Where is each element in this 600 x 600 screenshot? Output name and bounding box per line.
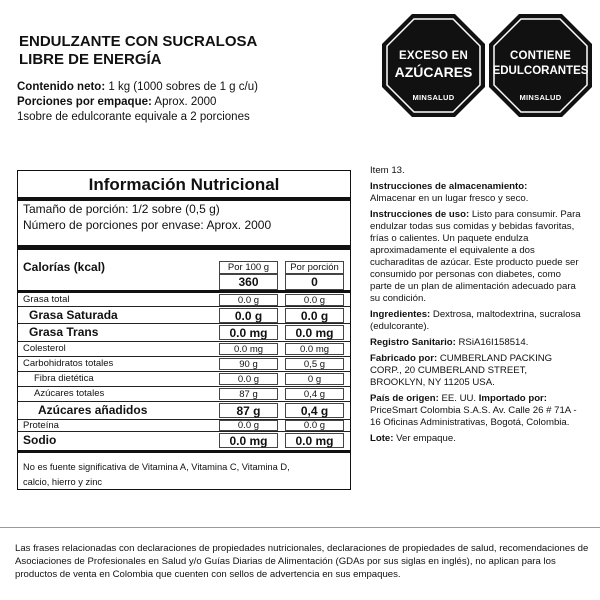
nutrient-row: Grasa total 0.0 g 0.0 g xyxy=(18,293,350,306)
product-title-line1: ENDULZANTE CON SUCRALOSA xyxy=(19,33,258,50)
lot: Lote: Ver empaque. xyxy=(370,433,456,444)
col-header-portion: Por porción xyxy=(285,261,344,274)
calories-label: Calorías (kcal) xyxy=(23,260,106,274)
nutrient-row: Grasa Saturada 0.0 g 0.0 g xyxy=(18,307,350,323)
sanitary-registry: Registro Sanitario: RSiA16I158514. xyxy=(370,337,529,348)
net-content: Contenido neto: 1 kg (1000 sobres de 1 g c/u) xyxy=(17,81,258,93)
product-meta xyxy=(17,80,258,125)
nutrition-footnote: No es fuente significativa de Vitamina A, Vitamina C, Vitamina D, calcio, hierro y zinc xyxy=(23,462,290,487)
nutrition-title: Información Nutricional xyxy=(88,175,280,194)
nutrient-row: Fibra dietética 0.0 g 0 g xyxy=(18,372,350,385)
serving-info xyxy=(23,201,271,233)
nutrient-row: Proteína 0.0 g 0.0 g xyxy=(18,420,350,431)
equivalence-note: 1sobre de edulcorante equivale a 2 porciones xyxy=(17,111,250,123)
seal-contains-sweeteners xyxy=(488,13,593,118)
seal-authority: MINSALUD xyxy=(412,93,455,102)
nutrient-row: Azúcares añadidos 87 g 0,4 g xyxy=(18,402,350,419)
product-details xyxy=(370,165,585,449)
nutrient-row: Carbohidratos totales 90 g 0,5 g xyxy=(18,357,350,370)
storage-instructions: Instrucciones de almacenamiento: Almacenar en un lugar fresco y seco. xyxy=(370,181,529,204)
nutrient-row: Sodio 0.0 mg 0.0 mg xyxy=(18,432,350,448)
nutrient-row: Grasa Trans 0.0 mg 0.0 mg xyxy=(18,324,350,340)
nutrient-row: Colesterol 0.0 mg 0.0 mg xyxy=(18,342,350,355)
seal-line2: EDULCORANTES xyxy=(492,65,589,77)
divider-bar xyxy=(18,245,350,250)
origin-importer: País de origen: EE. UU. Importado por: PriceSmart Colombia S.A.S. Av. Calle 26 # 71A - 16 Oficinas Administrativas, Bogotá, Colombia. xyxy=(370,393,577,428)
seal-excess-sugar xyxy=(381,13,486,118)
col-header-100g: Por 100 g xyxy=(219,261,278,274)
nutrient-row: Azúcares totales 87 g 0,4 g xyxy=(18,387,350,400)
calories-100g: 360 xyxy=(219,274,278,290)
item-number: Item 13. xyxy=(370,165,405,176)
use-instructions: Instrucciones de uso: Listo para consumir. Para endulzar todas sus comidas y bebidas favoritas, frías o calientes. Un paquete endulza aproximadamente el equivalente a dos cucharaditas de azúcar. Este producto puede ser consumido por personas con diabetes, como parte de un plan de alimentación adecuado para su condición. xyxy=(370,209,581,304)
legal-disclaimer: Las frases relacionadas con declaraciones de propiedades nutricionales, declaraciones de propiedades de salud, recomendaciones de Asociaciones de Profesionales en Salud y/o Guías Diarias de Alimentación (GDAs por sus siglas en inglés), no aplican para los productos de venta en Colombia que cuenten con sellos de advertencia en sus empaques. xyxy=(15,543,589,580)
servings-per-package: Porciones por empaque: Aprox. 2000 xyxy=(17,96,217,108)
seal-authority: MINSALUD xyxy=(519,93,562,102)
servings-per-container: Número de porciones por envase: Aprox. 2000 xyxy=(23,218,272,232)
seal-line1: EXCESO EN xyxy=(399,50,468,62)
footer-divider xyxy=(0,527,600,528)
seal-line1: CONTIENE xyxy=(509,50,572,62)
divider-bar xyxy=(18,450,350,453)
manufacturer: Fabricado por: CUMBERLAND PACKING CORP., 20 CUMBERLAND STREET, BROOKLYN, NY 11205 USA. xyxy=(370,353,553,388)
ingredients: Ingredientes: Dextrosa, maltodextrina, sucralosa (edulcorante). xyxy=(370,309,581,332)
product-title-line2: LIBRE DE ENERGÍA xyxy=(19,51,162,68)
product-title xyxy=(19,33,257,69)
serving-size: Tamaño de porción: 1/2 sobre (0,5 g) xyxy=(23,202,220,216)
seal-line2: AZÚCARES xyxy=(394,64,473,80)
calories-portion: 0 xyxy=(285,274,344,290)
nutrition-facts-table xyxy=(17,170,351,490)
